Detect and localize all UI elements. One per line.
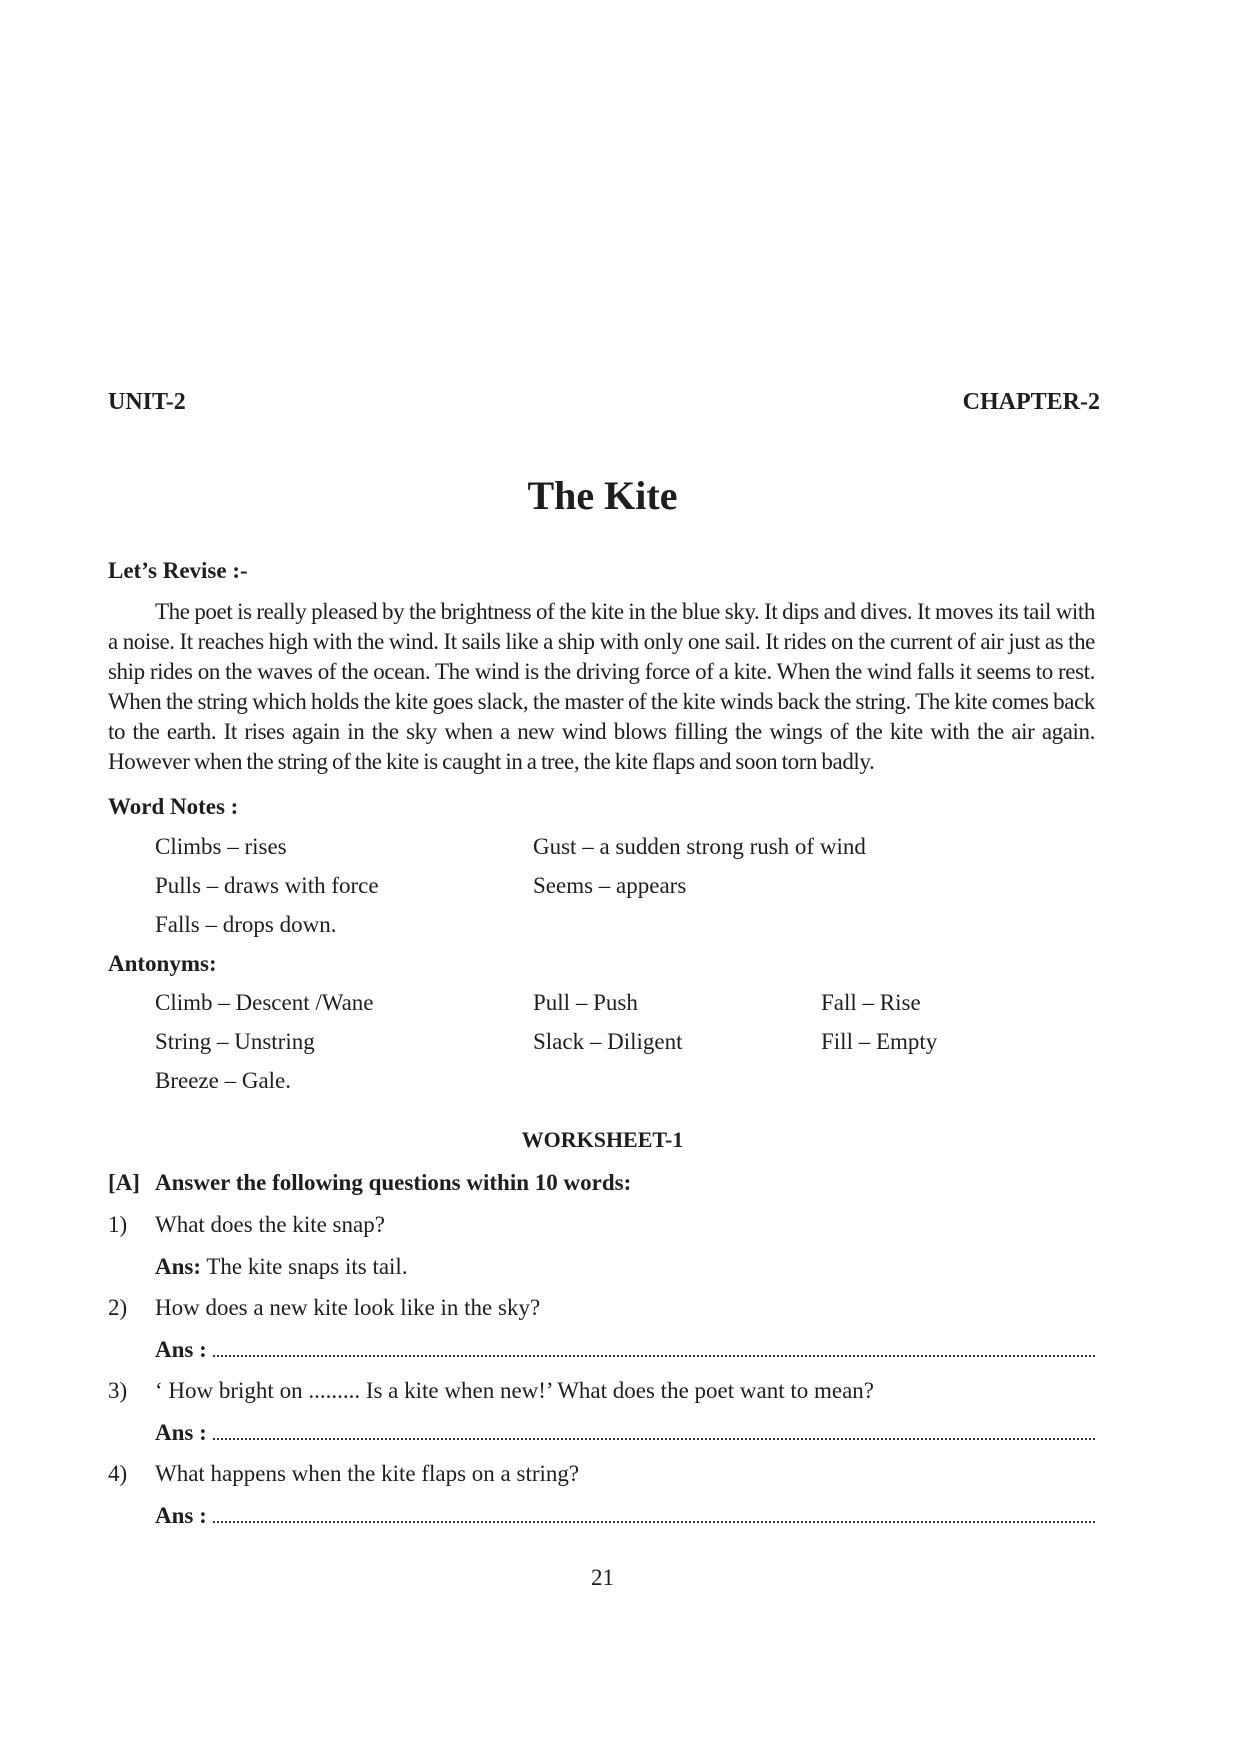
question-number: 4) [108,1461,128,1486]
antonym-item: Fall – Rise [821,990,921,1015]
section-instruction: Answer the following questions within 10 words: [155,1170,632,1195]
question-text: How does a new kite look like in the sky? [155,1295,541,1320]
answer-line[interactable] [155,1503,1095,1529]
antonym-item: String – Unstring [155,1029,315,1054]
sample-answer [155,1254,408,1280]
antonym-item: Breeze – Gale. [155,1068,292,1093]
section-label: [A] [108,1170,140,1195]
question-text: What happens when the kite flaps on a string? [155,1461,580,1486]
answer-text: The kite snaps its tail. [206,1254,408,1279]
answer-blank[interactable] [213,1420,1095,1440]
word-note-item: Gust – a sudden strong rush of wind [533,834,866,859]
answer-label: Ans : [155,1420,207,1445]
question-number: 3) [108,1378,128,1403]
revise-heading: Let’s Revise :- [108,558,248,583]
worksheet-title: WORKSHEET-1 [521,1127,684,1152]
antonyms-heading: Antonyms: [108,951,217,976]
answer-line[interactable] [155,1420,1095,1446]
unit-label: UNIT-2 [108,389,186,415]
page-title: The Kite [527,473,678,518]
antonym-item: Pull – Push [533,990,638,1015]
antonym-item: Slack – Diligent [533,1029,683,1054]
answer-blank[interactable] [213,1503,1095,1523]
word-note-item: Seems – appears [533,873,687,898]
page-number: 21 [591,1565,614,1590]
answer-label: Ans: [155,1254,202,1279]
revise-paragraph: The poet is really pleased by the brightness of the kite in the blue sky. It dips and dives. It moves its tail with a noise. It reaches high with the wind. It sails like a ship with only one sail. It rides on the current of air just as the ship rides on the waves of the ocean. The wind is the driving force of a kite. When the wind falls it seems to rest. When the string which holds the kite goes slack, the master of the kite winds back the string. The kite comes back to the earth. It rises again in the sky when a new wind blows filling the wings of the kite with the air again. However when the string of the kite is caught in a tree, the kite flaps and soon torn badly. [108,599,1095,774]
chapter-label: CHAPTER-2 [962,389,1100,415]
answer-line[interactable] [155,1337,1095,1363]
question-number: 1) [108,1212,128,1237]
answer-label: Ans : [155,1503,207,1528]
answer-label: Ans : [155,1337,207,1362]
question-text: What does the kite snap? [155,1212,385,1237]
word-note-item: Pulls – draws with force [155,873,379,898]
question-text: ‘ How bright on ......... Is a kite when new!’ What does the poet want to mean? [155,1378,874,1403]
word-note-item: Falls – drops down. [155,912,337,937]
antonym-item: Climb – Descent /Wane [155,990,374,1015]
question-number: 2) [108,1295,128,1320]
word-notes-heading: Word Notes : [108,794,239,819]
word-note-item: Climbs – rises [155,834,287,859]
antonym-item: Fill – Empty [821,1029,938,1054]
answer-blank[interactable] [213,1337,1095,1357]
